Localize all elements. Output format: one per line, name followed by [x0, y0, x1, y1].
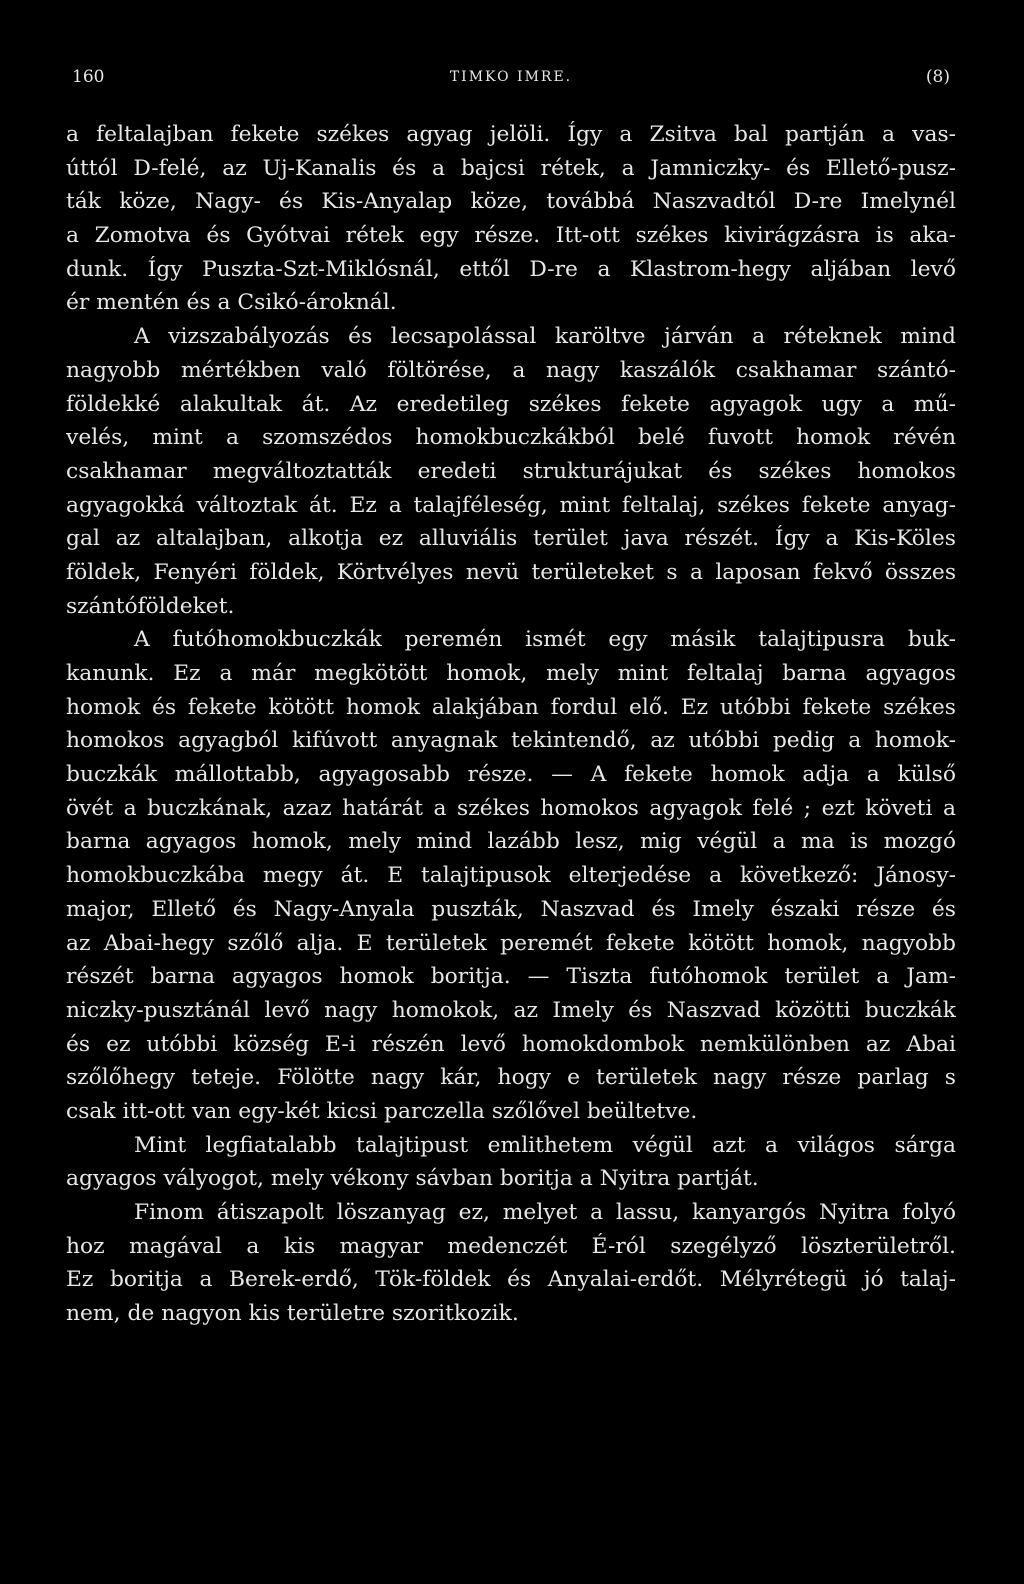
- text-line: szántóföldeket.: [66, 593, 235, 619]
- text-line: Mint legfiatalabb talajtipust emlithetem végül azt a világos sárga: [134, 1132, 956, 1158]
- text-line: homokos agyagból kifúvott anyagnak tekintendő, az utóbbi pedig a homok-: [66, 728, 956, 754]
- text-line: csak itt-ott van egy-két kicsi parczella szőlővel beültetve.: [66, 1098, 698, 1124]
- text-line: Ez boritja a Berek-erdő, Tök-földek és Anyalai-erdőt. Mélyrétegü jó talaj-: [66, 1267, 956, 1293]
- paragraph: [66, 320, 956, 623]
- text-line: dunk. Így Puszta-Szt-Miklósnál, ettől D-re a Klastrom-hegy aljában levő: [66, 256, 956, 282]
- text-line: agyagokká változtak át. Ez a talajféleség, mint feltalaj, székes fekete anyag-: [66, 492, 956, 518]
- text-line: a feltalajban fekete székes agyag jelöli. Így a Zsitva bal partján a vas-: [66, 122, 956, 147]
- text-line: nagyobb mértékben való föltörése, a nagy kaszálók csakhamar szántó-: [66, 357, 956, 383]
- text-line: kanunk. Ez a már megkötött homok, mely mint feltalaj barna agyagos: [66, 661, 956, 686]
- text-line: Finom átiszapolt löszanyag ez, melyet a lassu, kanyargós Nyitra folyó: [134, 1200, 956, 1225]
- text-line: úttól D-felé, az Uj-Kanalis és a bajcsi rétek, a Jamniczky- és Ellető-pusz-: [66, 155, 956, 181]
- text-line: homokbuczkába megy át. E talajtipusok elterjedése a következő: Jánosy-: [66, 863, 956, 889]
- page-header: [72, 62, 950, 92]
- text-line: szőlőhegy teteje. Fölötte nagy kár, hogy e területek nagy része parlag s: [66, 1065, 956, 1091]
- text-line: nem, de nagyon kis területre szoritkozik.: [66, 1301, 519, 1327]
- text-line: ták köze, Nagy- és Kis-Anyalap köze, továbbá Naszvadtól D-re Imelynél: [66, 189, 956, 215]
- text-line: hoz magával a kis magyar medenczét É-ról szegélyző löszterületről.: [66, 1233, 956, 1259]
- text-line: barna agyagos homok, mely mind lazább lesz, mig végül a ma is mozgó: [66, 829, 956, 855]
- paragraph: [66, 1129, 956, 1196]
- text-line: csakhamar megváltoztatták eredeti strukturájukat és székes homokos: [66, 458, 956, 484]
- text-line: agyagos vályogot, mely vékony sávban boritja a Nyitra partját.: [66, 1166, 759, 1192]
- body-text: [66, 118, 956, 1331]
- paragraph: [66, 118, 956, 320]
- text-line: velés, mint a szomszédos homokbuczkákból belé fuvott homok révén: [66, 425, 956, 451]
- text-line: földekké alakultak át. Az eredetileg székes fekete agyagok ugy a mű-: [66, 391, 956, 417]
- text-line: gal az altalajban, alkotja ez alluviális terület java részét. Így a Kis-Köles: [66, 526, 956, 552]
- text-line: részét barna agyagos homok boritja. — Tiszta futóhomok terület a Jam-: [66, 964, 956, 990]
- section-number: (8): [925, 67, 950, 87]
- text-line: földek, Fenyéri földek, Körtvélyes nevü területeket s a laposan fekvő összes: [66, 559, 956, 585]
- page-number: 160: [72, 67, 105, 87]
- text-line: homok és fekete kötött homok alakjában fordul elő. Ez utóbbi fekete székes: [66, 694, 956, 720]
- text-line: az Abai-hegy szőlő alja. E területek peremét fekete kötött homok, nagyobb: [66, 930, 956, 956]
- paragraph: [66, 623, 956, 1128]
- text-line: ér mentén és a Csikó-ároknál.: [66, 290, 397, 316]
- paragraph: [66, 1196, 956, 1331]
- text-line: buczkák mállottabb, agyagosabb része. — A fekete homok adja a külső: [66, 762, 956, 788]
- text-line: övét a buczkának, azaz határát a székes homokos agyagok felé ; ezt követi a: [66, 795, 956, 821]
- text-line: a Zomotva és Gyótvai rétek egy része. Itt-ott székes kivirágzásra is aka-: [66, 223, 956, 249]
- text-line: niczky-pusztánál levő nagy homokok, az Imely és Naszvad közötti buczkák: [66, 997, 956, 1023]
- text-line: A futóhomokbuczkák peremén ismét egy másik talajtipusra buk-: [134, 627, 956, 653]
- running-title: TIMKO IMRE.: [449, 69, 573, 85]
- text-line: A vizszabályozás és lecsapolással karöltve járván a réteknek mind: [134, 324, 956, 350]
- text-line: és ez utóbbi község E-i részén levő homokdombok nemkülönben az Abai: [66, 1031, 956, 1057]
- text-line: major, Ellető és Nagy-Anyala puszták, Naszvad és Imely északi része és: [66, 896, 956, 922]
